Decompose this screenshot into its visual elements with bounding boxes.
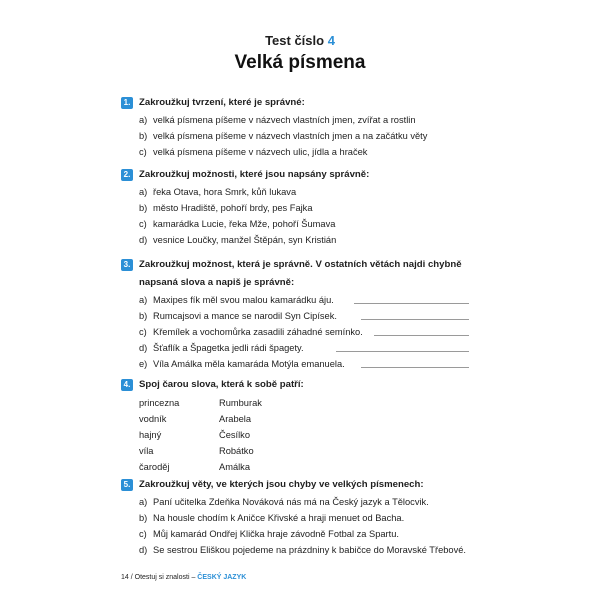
option-label: d) — [139, 235, 148, 245]
option-text: řeka Otava, hora Smrk, kůň lukava — [153, 187, 297, 197]
option-d[interactable] — [121, 542, 481, 558]
left-word[interactable]: čaroděj — [139, 462, 170, 472]
option-text: Křemílek a vochomůrka zasadili záhadné semínko. — [153, 327, 363, 337]
answer-line[interactable] — [361, 367, 469, 368]
page-footer — [121, 574, 246, 581]
option-text: vesnice Loučky, manžel Štěpán, syn Kristián — [153, 235, 337, 245]
option-label: a) — [139, 295, 148, 305]
question-1 — [121, 94, 481, 160]
answer-line[interactable] — [354, 303, 469, 304]
test-header — [0, 33, 600, 48]
option-d[interactable] — [121, 340, 481, 356]
answer-line[interactable] — [374, 335, 469, 336]
question-5 — [121, 476, 481, 558]
question-prompt-text: Zakroužkuj možnosti, které jsou napsány správně: — [139, 169, 370, 180]
option-label: c) — [139, 147, 147, 157]
option-label: b) — [139, 311, 148, 321]
option-label: d) — [139, 545, 148, 555]
pair-row — [139, 411, 481, 427]
option-c[interactable] — [121, 216, 481, 232]
question-number-badge: 2. — [121, 169, 133, 181]
question-2-prompt — [121, 166, 481, 184]
page-title: Velká písmena — [234, 52, 366, 73]
option-b[interactable] — [121, 308, 481, 324]
question-prompt-continuation: napsaná slova a napiš je správně: — [139, 277, 295, 288]
option-text: velká písmena píšeme v názvech vlastních jmen a na začátku věty — [153, 131, 428, 141]
option-text: Víla Amálka měla kamaráda Motýla emanuela. — [153, 359, 345, 369]
option-b[interactable] — [121, 510, 481, 526]
right-word[interactable]: Arabela — [219, 414, 252, 424]
answer-line[interactable] — [336, 351, 469, 352]
option-text: Paní učitelka Zdeňka Nováková nás má na Český jazyk a Tělocvik. — [153, 497, 429, 507]
pair-row — [139, 427, 481, 443]
option-a[interactable] — [121, 292, 481, 308]
option-label: b) — [139, 203, 148, 213]
left-word[interactable]: vodník — [139, 414, 167, 424]
pair-row — [139, 443, 481, 459]
option-text: Maxipes fík měl svou malou kamarádku áju. — [153, 295, 334, 305]
option-label: c) — [139, 219, 147, 229]
option-text: kamarádka Lucie, řeka Mže, pohoří Šumava — [153, 219, 336, 229]
option-text: velká písmena píšeme v názvech ulic, jídla a hraček — [153, 147, 368, 157]
option-a[interactable] — [121, 494, 481, 510]
option-text: město Hradiště, pohoří brdy, pes Fajka — [153, 203, 313, 213]
option-text: Rumcajsovi a mance se narodil Syn Cipísek. — [153, 311, 337, 321]
pair-row — [139, 395, 481, 411]
question-1-prompt — [121, 94, 481, 112]
option-text: Na housle chodím k Aničce Křivské a hraji menuet od Bacha. — [153, 513, 405, 523]
option-label: b) — [139, 131, 148, 141]
question-4 — [121, 376, 481, 475]
left-word[interactable]: princezna — [139, 398, 180, 408]
option-a[interactable] — [121, 184, 481, 200]
option-c[interactable] — [121, 324, 481, 340]
option-b[interactable] — [121, 128, 481, 144]
question-prompt-text: Zakroužkuj možnost, která je správně. V ostatních větách najdi chybně — [139, 259, 462, 270]
page-number: 14 — [121, 574, 129, 581]
option-label: d) — [139, 343, 148, 353]
question-3 — [121, 256, 481, 372]
option-text: Můj kamarád Ondřej Klička hraje závodně Fotbal za Spartu. — [153, 529, 399, 539]
right-word[interactable]: Česílko — [219, 430, 251, 440]
test-number: 4 — [327, 33, 335, 48]
question-2 — [121, 166, 481, 248]
left-word[interactable]: hajný — [139, 430, 162, 440]
right-word[interactable]: Robátko — [219, 446, 254, 456]
option-label: a) — [139, 497, 148, 507]
question-prompt-text: Zakroužkuj tvrzení, které je správné: — [139, 97, 305, 108]
question-number-badge: 3. — [121, 259, 133, 271]
question-number-badge: 5. — [121, 479, 133, 491]
question-number-badge: 1. — [121, 97, 133, 109]
test-label: Test číslo — [265, 33, 325, 48]
question-number-badge: 4. — [121, 379, 133, 391]
option-text: Šťaflík a Špagetka jedli rádi špagety. — [153, 343, 304, 353]
option-label: a) — [139, 115, 148, 125]
question-prompt-text: Zakroužkuj věty, ve kterých jsou chyby ve velkých písmenech: — [139, 479, 424, 490]
option-c[interactable] — [121, 144, 481, 160]
option-label: b) — [139, 513, 148, 523]
answer-line[interactable] — [361, 319, 469, 320]
question-prompt-text: Spoj čarou slova, která k sobě patří: — [139, 379, 304, 390]
subject-name: ČESKÝ JAZYK — [197, 574, 247, 581]
question-3-prompt — [121, 256, 481, 292]
option-label: a) — [139, 187, 148, 197]
matching-pairs — [121, 395, 481, 475]
option-b[interactable] — [121, 200, 481, 216]
series-name: / Otestuj si znalosti – — [130, 574, 196, 581]
option-label: c) — [139, 327, 147, 337]
left-word[interactable]: víla — [139, 446, 154, 456]
option-label: e) — [139, 359, 148, 369]
right-word[interactable]: Amálka — [219, 462, 251, 472]
question-4-prompt — [121, 376, 481, 394]
right-word[interactable]: Rumburak — [219, 398, 262, 408]
option-c[interactable] — [121, 526, 481, 542]
option-e[interactable] — [121, 356, 481, 372]
option-label: c) — [139, 529, 147, 539]
pair-row — [139, 459, 481, 475]
option-a[interactable] — [121, 112, 481, 128]
question-5-prompt — [121, 476, 481, 494]
option-d[interactable] — [121, 232, 481, 248]
option-text: velká písmena píšeme v názvech vlastních jmen, zvířat a rostlin — [153, 115, 416, 125]
option-text: Se sestrou Eliškou pojedeme na prázdniny k babičce do Moravské Třebové. — [153, 545, 466, 555]
